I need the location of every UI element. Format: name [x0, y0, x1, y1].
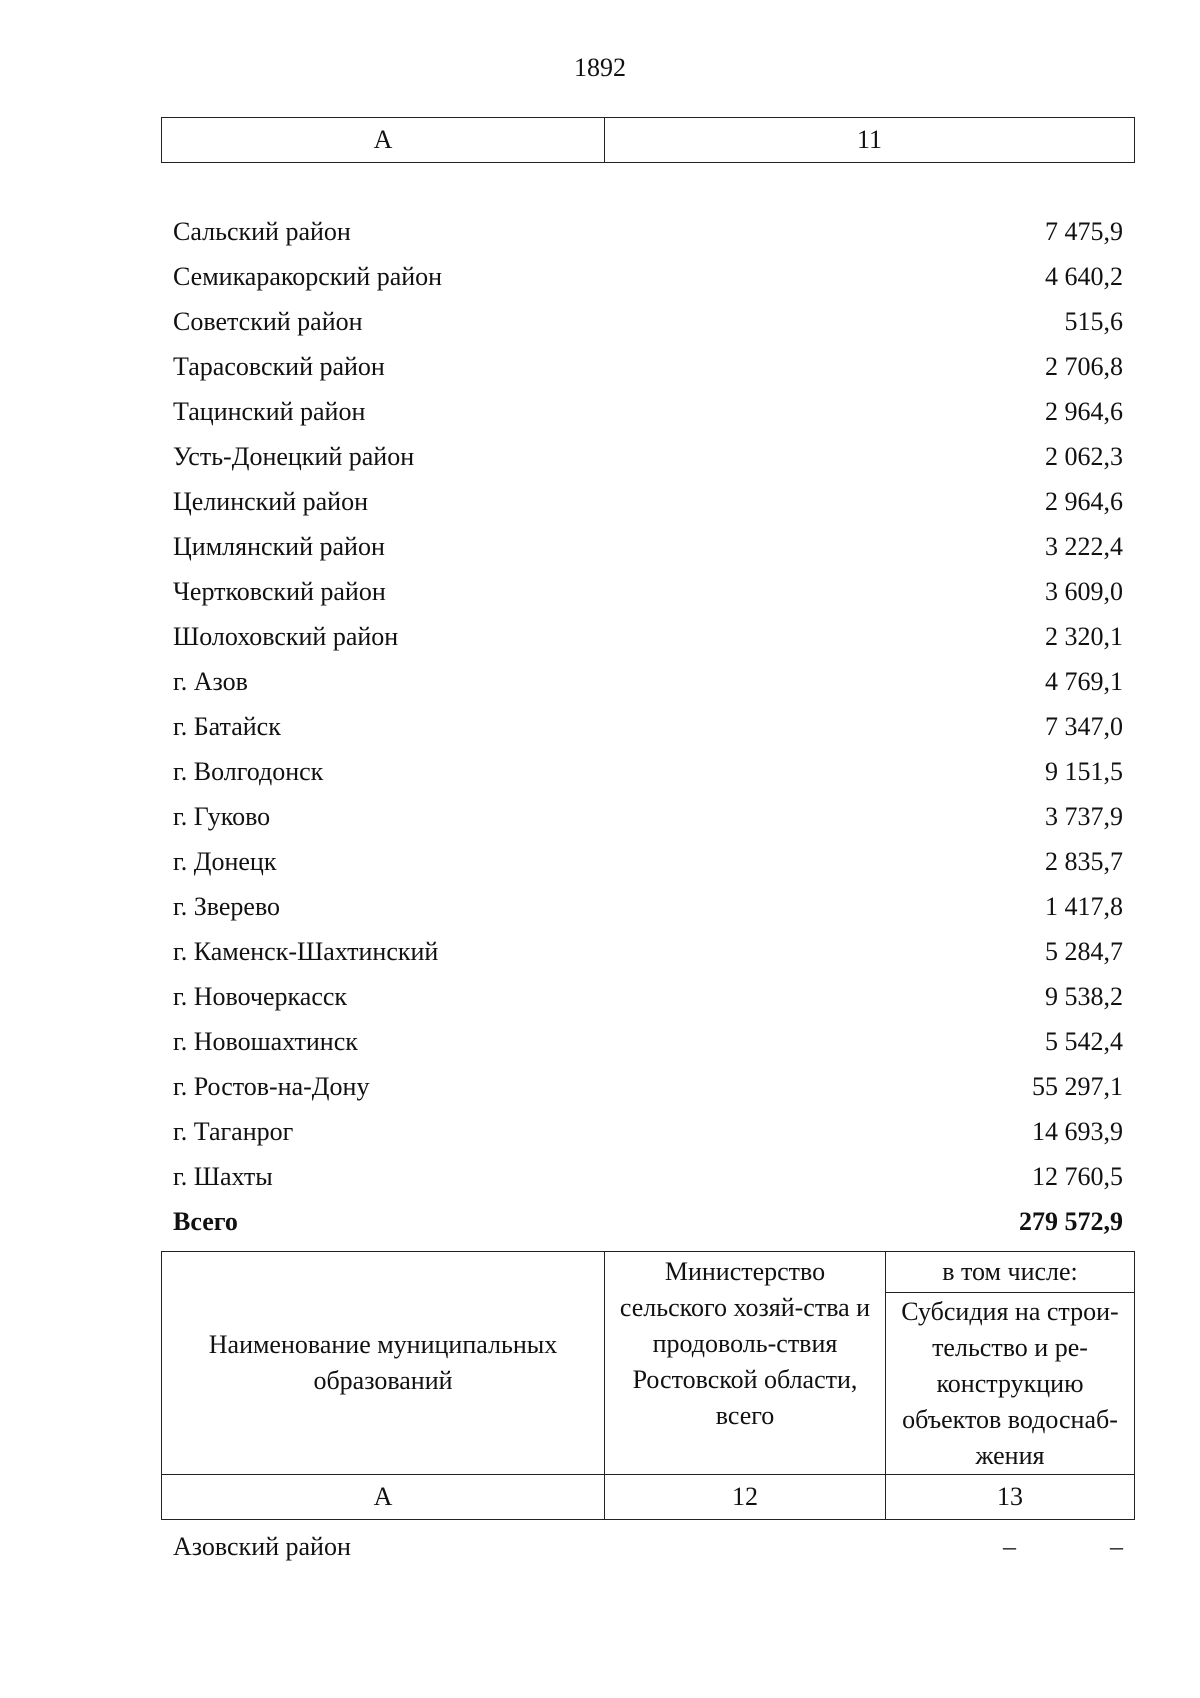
row-name: Азовский район — [173, 1531, 351, 1561]
row-name: г. Каменск-Шахтинский — [173, 936, 439, 966]
row-value-col12: – — [1003, 1531, 1016, 1561]
row-name: Семикаракорский район — [173, 261, 443, 291]
row-name: Советский район — [173, 306, 363, 336]
row-name: г. Азов — [173, 666, 248, 696]
row-value: 9 151,5 — [1045, 756, 1123, 786]
table-row — [173, 524, 1123, 569]
table-row — [173, 929, 1123, 974]
table-row — [173, 299, 1123, 344]
header-including: в том числе: — [886, 1252, 1135, 1293]
row-name: г. Батайск — [173, 711, 281, 741]
row-name: Тарасовский район — [173, 351, 385, 381]
row-value: 1 417,8 — [1045, 891, 1123, 921]
header-num-12: 12 — [605, 1475, 886, 1520]
row-value-col13: – — [1110, 1531, 1123, 1561]
row-value: 14 693,9 — [1032, 1116, 1123, 1146]
header-num-a: А — [162, 1475, 605, 1520]
row-value: 3 222,4 — [1045, 531, 1123, 561]
header-ministry-col: Министерство сельского хозяй-ства и продоволь-ствия Ростовской области, всего — [605, 1252, 886, 1475]
row-value: 515,6 — [1064, 306, 1123, 336]
row-name: г. Таганрог — [173, 1116, 294, 1146]
row-value: 2 964,6 — [1045, 486, 1123, 516]
row-name: г. Новочеркасск — [173, 981, 348, 1011]
row-name: Сальский район — [173, 216, 351, 246]
header-col-11: 11 — [605, 118, 1135, 163]
table-row — [173, 704, 1123, 749]
row-value: 12 760,5 — [1032, 1161, 1123, 1191]
table-row — [173, 569, 1123, 614]
row-value: 5 284,7 — [1045, 936, 1123, 966]
table-row — [173, 614, 1123, 659]
table-row — [173, 974, 1123, 1019]
total-label: Всего — [173, 1206, 238, 1236]
header-name-col: Наименование муниципальных образований — [162, 1252, 605, 1475]
table-row — [173, 254, 1123, 299]
total-row — [173, 1199, 1123, 1244]
row-value: 7 347,0 — [1045, 711, 1123, 741]
table-row — [173, 479, 1123, 524]
header-col-a: А — [162, 118, 605, 163]
row-name: Тацинский район — [173, 396, 366, 426]
row-value: 9 538,2 — [1045, 981, 1123, 1011]
table-row — [173, 1064, 1123, 1109]
table-row — [173, 1524, 1123, 1569]
table-row — [173, 434, 1123, 479]
table-row — [173, 794, 1123, 839]
total-value: 279 572,9 — [1019, 1206, 1123, 1236]
row-value: 2 706,8 — [1045, 351, 1123, 381]
row-value: 2 320,1 — [1045, 621, 1123, 651]
header-num-13: 13 — [886, 1475, 1135, 1520]
table-row — [173, 344, 1123, 389]
table-row — [173, 1109, 1123, 1154]
row-value: 3 609,0 — [1045, 576, 1123, 606]
table-row — [173, 209, 1123, 254]
row-value: 3 737,9 — [1045, 801, 1123, 831]
row-value: 7 475,9 — [1045, 216, 1123, 246]
row-name: Целинский район — [173, 486, 368, 516]
row-value: 55 297,1 — [1032, 1071, 1123, 1101]
row-value: 4 640,2 — [1045, 261, 1123, 291]
row-name: г. Донецк — [173, 846, 277, 876]
column-header-bottom — [161, 1251, 1135, 1520]
table-row — [173, 884, 1123, 929]
row-name: Цимлянский район — [173, 531, 385, 561]
header-subsidy-col: Субсидия на строи-тельство и ре-конструкцию объектов водоснаб-жения — [886, 1293, 1135, 1475]
page-number: 1892 — [574, 53, 626, 82]
row-name: Чертковский район — [173, 576, 386, 606]
row-name: Шолоховский район — [173, 621, 399, 651]
data-rows — [173, 209, 1123, 1244]
table-row — [173, 1019, 1123, 1064]
table-row — [173, 749, 1123, 794]
row-name: г. Шахты — [173, 1161, 273, 1191]
row-value: 5 542,4 — [1045, 1026, 1123, 1056]
row-value: 2 835,7 — [1045, 846, 1123, 876]
table-row — [173, 1154, 1123, 1199]
row-value: 2 062,3 — [1045, 441, 1123, 471]
row-name: г. Ростов-на-Дону — [173, 1071, 370, 1101]
table-row — [173, 839, 1123, 884]
column-header-top — [161, 117, 1135, 163]
row-name: г. Гуково — [173, 801, 271, 831]
row-name: г. Волгодонск — [173, 756, 324, 786]
table-row — [173, 389, 1123, 434]
row-name: Усть-Донецкий район — [173, 441, 415, 471]
table-row — [173, 659, 1123, 704]
row-value: 2 964,6 — [1045, 396, 1123, 426]
row-name: г. Новошахтинск — [173, 1026, 358, 1056]
row-value: 4 769,1 — [1045, 666, 1123, 696]
row-name: г. Зверево — [173, 891, 281, 921]
